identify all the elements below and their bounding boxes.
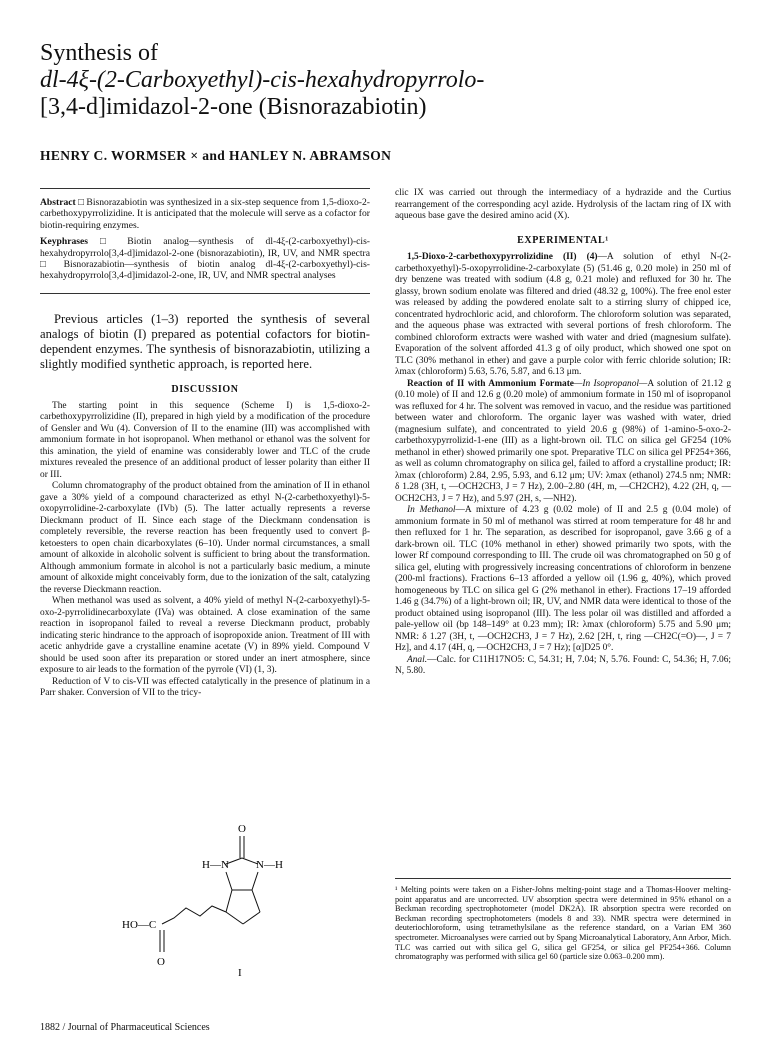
discussion-paragraph: The starting point in this sequence (Scheme I) is 1,5-dioxo-2-carbethoxypyrrolizidine (II), prepared in high yield by a modification of the procedure of Gensler and Wu (4). Conversion of II to the enamine (III) was accomplished with ammonium formate in hot isopropanol. When methanol or ethanol was the solvent for this amination, the yield of enamine was considerably lower and TLC of the crude mixtures revealed the presence of an additional product of lesser polarity than either II or III.: [40, 400, 370, 480]
structure-bond: [252, 872, 258, 890]
experimental-p2-sub: —In Isopropanol—: [573, 378, 648, 389]
experimental-p3-title: In Methanol: [407, 505, 456, 515]
structure-biotin-diagram: [120, 820, 320, 980]
structure-bond: [252, 890, 260, 912]
left-column: [40, 188, 370, 700]
structure-compound-label: I: [238, 967, 242, 979]
structure-nh-left: H—N: [202, 859, 229, 871]
abstract-label: Abstract □: [40, 197, 84, 208]
structure-o-bottom: O: [157, 956, 165, 968]
keyphrases-text: Biotin analog—synthesis of dl-4ξ-(2-carboxyethyl)-cis-hexahydropyrrolo[3,4-d]imidazol-2-one (bisnorazabiotin), IR, UV, and NMR spectra □ Bisnorazabiotin—synthesis of biotin analog dl-4ξ-(2-carboxyethyl)-cis-hexahydropyrrolo[3,4-d]imidazol-2-one, IR, UV, and NMR spectral analyses: [40, 236, 370, 282]
right-column: [395, 188, 731, 678]
experimental-paragraph-1: [395, 252, 731, 379]
experimental-paragraph-3: [395, 505, 731, 655]
discussion-paragraph: Reduction of V to cis-VII was effected catalytically in the presence of platinum in a Parr shaker. Conversion of VII to the tricy-: [40, 676, 370, 699]
experimental-heading: EXPERIMENTAL¹: [517, 234, 609, 246]
structure-ho: HO—C: [122, 919, 157, 931]
article-title: [40, 40, 730, 121]
author-list: HENRY C. WORMSER × and HANLEY N. ABRAMSON: [40, 148, 392, 163]
abstract-text: Bisnorazabiotin was synthesized in a six-step sequence from 1,5-dioxo-2-carbethoxypyrrolizidine. It is anticipated that the molecule will serve as a cofactor for biotin-requiring enzymes.: [40, 197, 370, 231]
page-footer: 1882 / Journal of Pharmaceutical Sciences: [40, 1022, 210, 1033]
right-intro-paragraph: clic IX was carried out through the intermediacy of a hydrazide and the Curtius rearrangement of the corresponding acyl azide. Hydrolysis of the lactam ring of IX with aqueous base gave the desired amino acid (X).: [395, 188, 731, 221]
structure-bond: [226, 872, 232, 890]
intro-paragraph: Previous articles (1–3) reported the synthesis of several analogs of biotin (I) prepared as potential cofactors for biotin-dependent enzymes. The synthesis of bisnorazabiotin, utilizing a slightly modified synthetic approach, is reported here.: [40, 311, 370, 371]
abstract-box: [40, 188, 370, 294]
structure-bond: [226, 890, 232, 912]
abstract-paragraph: [40, 197, 370, 231]
structure-o-top: O: [238, 823, 246, 835]
experimental-p4-title: Anal.: [407, 654, 428, 665]
discussion-paragraph: Column chromatography of the product obtained from the amination of II in ethanol gave a 30% yield of a compound characterized as ethyl N-(2-carbethoxyethyl)-5-oxopyrrolidine-2-carboxylate (IVb) (5). The latter actually represents a reverse Dieckmann product of II. Since each stage of the Dieckmann condensation is completely reversible, the reverse reaction has been frequently used to convert β-ketoesters to open chain dicarboxylates (6–10). Under normal circumstances, a small amount of alkoxide in alcoholic solvent is sufficient to bring about the transformation. Although ammonium formate in alcohol is not a particularly basic medium, a minute amount of alkoxide might conceivably form, due to the ionization of the salt, catalyzing the reverse Dieckmann reaction.: [40, 481, 370, 595]
footnote: ¹ Melting points were taken on a Fisher-Johns melting-point stage and a Thomas-Hoover melting-point apparatus and are uncorrected. UV absorption spectra were determined in 95% ethanol on a Beckman recording spectrophotometer (model DK2A). IR absorption spectra were recorded on Beckman recording spectrophotometers (models 8 and 33). NMR spectra were determined in deuteriochloroform, using tetramethylsilane as the reference standard, on a Varian EM 360 spectrometer. Microanalyses were carried out by Spang Microanalytical Laboratory, Ann Arbor, Mich. TLC was carried out with silica gel G, silica gel GF254, or silica gel PF254+366. Column chromatography was performed with silica gel 60 (particle size 0.063–0.200 mm).: [395, 878, 731, 962]
title-line-2: dl-4ξ-(2-Carboxyethyl)-cis-hexahydropyrrolo-: [40, 67, 485, 93]
experimental-p1-title: 1,5-Dioxo-2-carbethoxypyrrolizidine (II) (4): [407, 252, 598, 262]
experimental-p2-title: Reaction of II with Ammonium Formate: [407, 378, 574, 389]
experimental-p2-text: A solution of 21.12 g (0.10 mole) of II and 12.6 g (0.20 mole) of ammonium formate in 150 ml of isopropanol was refluxed for 4 hr. The solvent was removed in vacuo, and the residue was partitioned between water and chloroform. The organic layer was washed with water, dried (magnesium sulfate), and concentrated to yield 20.6 g (98%) of 1-amino-5-oxo-2-carbethoxypyrrolizid-1-ene (III) as a light-brown oil. TLC on silica gel GF254 (10% methanol in ether) showed primarily one spot. Preparative TLC on silica gel PF254+366, as well as column chromatography on silica gel, failed to afford a crystalline product; IR: λmax (chloroform) 2.84, 2.95, 5.93, and 6.12 μm; UV: λmax (ethanol) 274.5 nm; NMR: δ 1.28 (3H, t, —OCH2CH3, J = 7 Hz), 2.00–2.80 (4H, m, —CH2CH2), 4.22 (2H, q, —OCH2CH3, J = 7 Hz), and 5.97 (2H, s, —NH2).: [395, 378, 732, 504]
experimental-paragraph-2: [395, 379, 731, 506]
structure-bond: [243, 912, 260, 924]
discussion-paragraph: When methanol was used as solvent, a 40% yield of methyl N-(2-carboxyethyl)-5-oxo-2-pyrrolidinecarboxylate (IVa) was obtained. A close examination of the same reaction in isopropanol failed to reveal a reverse Dieckmann product, probably indicating steric hindrance to the approach of isopropoxide anion. Treatment of III with acetic anhydride gave a crystalline enamine acetate (V) in 89% yield. Compound V should be used soon after its preparation or stored under an inert atmosphere, since exposure to air leads to the formation of the pyrrole (VI) (1, 3).: [40, 596, 370, 676]
experimental-p1-text: —A solution of ethyl N-(2-carbethoxyethyl)-5-oxopyrrolidine-2-carboxylate (5) (51.46 g, 0.20 mole) in 250 ml of dry benzene was treated with sodium (4.8 g, 0.21 mole) and refluxed for 30 hr. The glassy, brown sodium enolate was filtered and dried (48.32 g, 100%). The free enol ester was released by adding the powdered enolate salt to a stirring slurry of chipped ice, concentrated hydrochloric acid, and chloroform. The chloroform solution was separated, and the aqueous phase was extracted with several portions of fresh chloroform. The combined chloroform extracts were washed with water and dried (magnesium sulfate). Evaporation of the solvent afforded 41.3 g of oily product, which showed one spot on TLC (30% methanol in ether) and gave a purple color with ferric chloride solution; IR: λmax (chloroform) 5.63, 5.76, 5.87, and 6.13 μm.: [395, 252, 732, 377]
keyphrases-paragraph: [40, 236, 370, 282]
discussion-heading: DISCUSSION: [171, 383, 239, 395]
structure-nh-right: N—H: [256, 859, 283, 871]
experimental-paragraph-4: [395, 655, 731, 678]
keyphrases-label: Keyphrases □: [40, 236, 116, 248]
discussion-body: [40, 401, 370, 700]
structure-side-chain: [162, 906, 226, 924]
title-line-3: [3,4-d]imidazol-2-one (Bisnorazabiotin): [40, 94, 427, 120]
structure-bond: [226, 912, 243, 924]
structure-svg: [120, 820, 320, 980]
title-line-1: Synthesis of: [40, 40, 159, 66]
experimental-p4-text: —Calc. for C11H17NO5: C, 54.31; H, 7.04; N, 5.76. Found: C, 54.36; H, 7.06; N, 5.80.: [395, 654, 731, 676]
experimental-p3-text: —A mixture of 4.23 g (0.02 mole) of II and 2.5 g (0.04 mole) of ammonium formate in 50 ml of methanol was stirred at room temperature for 48 hr and then refluxed for 1 hr. The separation, as described for isopropanol, gave 3.66 g of a dark-brown oil. TLC (10% methanol in ether) showed primarily two spots, with the lower Rf compound corresponding to III. The crude oil was chromatographed on 50 g of silica gel, eluting with progressively increasing concentrations of chloroform in benzene (200-ml fractions). Fractions 6–13 afforded a yellow oil (1.96 g, 40%), which proved homogeneous by TLC on silica gel G (2% methanol in ether). Fractions 17–19 afforded 1.46 g (34.7%) of a light-brown oil; IR, UV, and NMR data were identical to those of the product obtained using isopropanol (III). The less polar oil was distilled and afforded a pale-yellow oil (bp 148–149° at 0.23 mm); IR: λmax (chloroform) 5.75 and 5.90 μm; NMR: δ 1.27 (3H, t, —OCH2CH3, J = 7 Hz), 2.62 [2H, t, ring —CH2C(=O)—, J = 7 Hz], and 4.17 (4H, q, —OCH2CH3, J = 7 Hz); [α]D25 0°.: [395, 505, 731, 653]
